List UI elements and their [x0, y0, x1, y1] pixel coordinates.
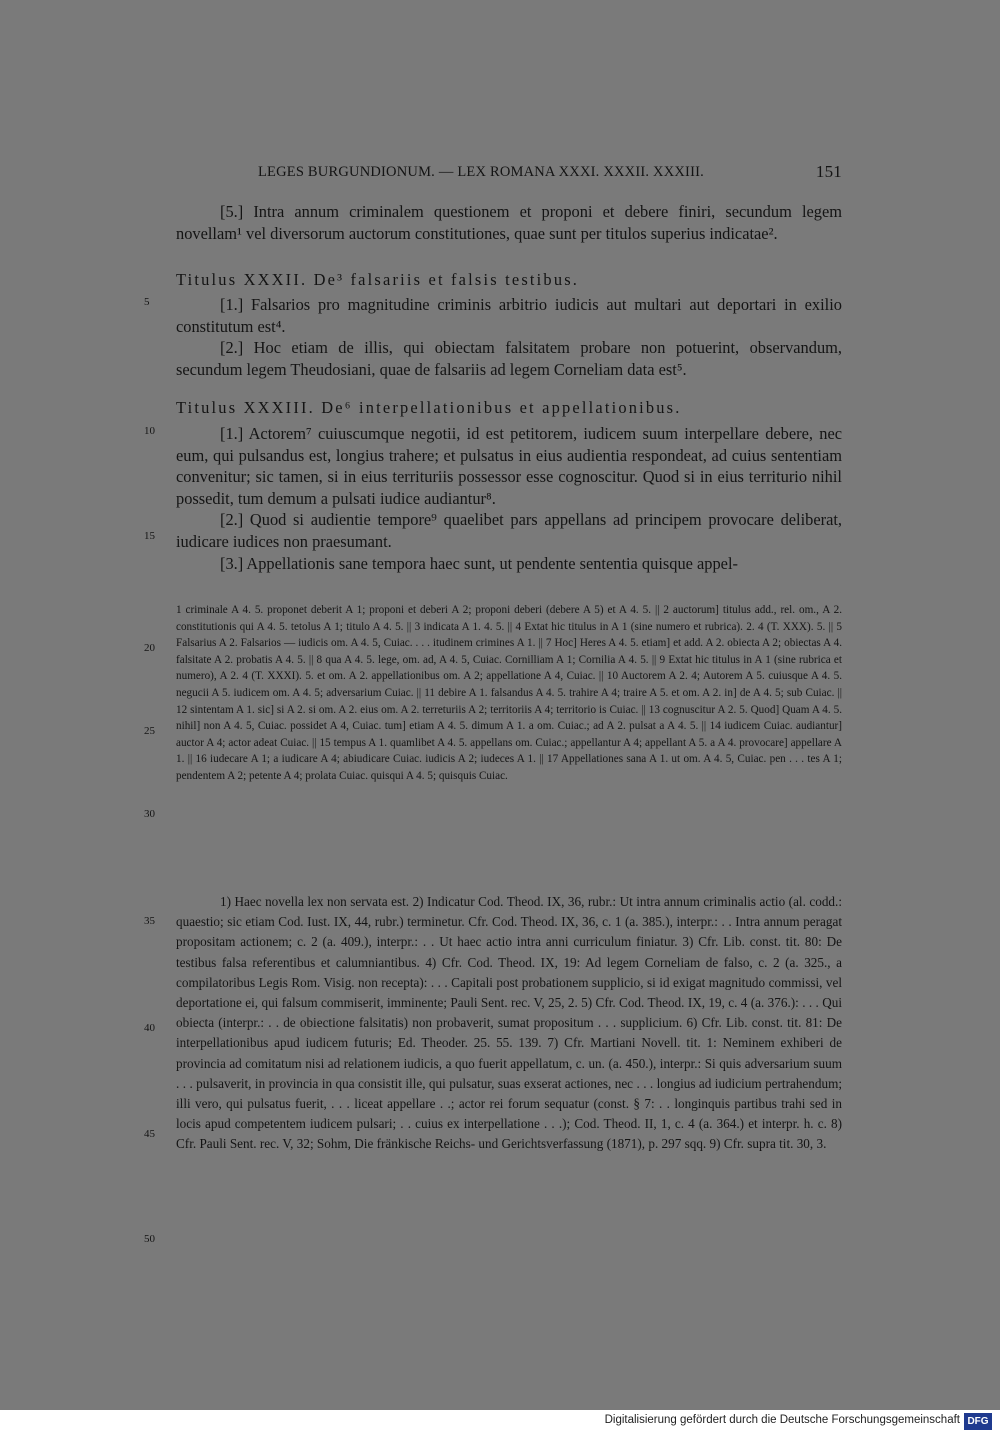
header-title: LEGES BURGUNDIONUM. — LEX ROMANA XXXI. XXXII. XXXIII.	[258, 164, 704, 180]
main-text-section-2	[176, 294, 842, 380]
line-number: 45	[144, 1128, 155, 1140]
line-number: 30	[144, 808, 155, 820]
page-number: 151	[815, 162, 842, 181]
funding-credit: Digitalisierung gefördert durch die Deutsche Forschungsgemeinschaft	[604, 1414, 960, 1426]
running-header	[176, 160, 842, 184]
main-text-section-3	[176, 423, 842, 574]
paragraph-actorem: [1.] Actorem⁷ cuiuscumque negotii, id est petitorem, iudicem suum interpellare debere, nec eum, qui pulsandus est, longius trahere; et pulsatus in eius audientia respondeat, ad cuius sententiam convenitur; sic tamen, si in eius territuriis possessor esse cognoscitur. Quod si in eius territurio nihil possedit, tum demum a pulsati iudice audiantur⁸.	[176, 424, 842, 508]
line-number: 10	[144, 425, 155, 437]
line-number: 50	[144, 1233, 155, 1245]
titulus-32-heading: Titulus XXXII. De³ falsariis et falsis testibus.	[176, 270, 580, 289]
paragraph-5: [5.] Intra annum criminalem questionem et proponi et debere finiri, secundum legem novellam¹ vel diversorum auctorum constitutiones, quae sunt per titulos superius indicatae².	[176, 202, 842, 243]
apparatus-text: 1 criminale A 4. 5. proponet deberit A 1; proponi et deberi A 2; proponi deberi (debere A 5) et A 4. 5. || 2 auctorum] titulus add., rel. om., A 2. constitutionis qui A 4. 5. tetolus A 1; titulo A 4. 5. || 3 indicata A 1. 4. 5. || 4 Extat hic titulus in A 1 (sine numero et rubrica). 2. 4 (T. XXX). 5. || 5 Falsarius A 2. Falsarios — iudicis om. A 4. 5, Cuiac. . . . itudinem crimines A 1. || 7 Hoc] Heres A 4. 5. etiam] et add. A 2. obiecta A 2; obiectas A 4. falsitate A 2. probatis A 4. 5. || 8 qua A 4. 5. lege, om. ad, A 4. 5, Cuiac. Cornilliam A 1; Cornilia A 4. 5. || 9 Extat hic titulus in A 1 (sine rubrica et numero), A 2. 4 (T. XXXI). 5. et om. A 2. appellationibus om. A 2; appellatione A 4, Cuiac. || 10 Auctorem A 2. 4; Autorem A 5. cuiusque A 4. 5. negucii A 5. iudicem om. A 4. 5; adversarium Cuiac. || 11 debire A 1. falsandus A 4. 5. trahire A 4; traire A 5. et om. A 2. in] de A 4. 5; sub Cuiac. || 12 sintentam A 1. sic] si A 2. si om. A 2. eius om. A 2. terreturiis A 2; territoriis A 4; territorio is Cuiac. || 13 cognuscitur A 2. 5. Quod] Quam A 4. 5. nihil] non A 4. 5, Cuiac. possidet A 4, Cuiac. tum] etiam A 4. 5. dimum A 1. a om. Cuiac.; ad A 2. pulsat a A 4. 5. || 14 iudicem Cuiac. audiantur] auctor A 4; actor adeat Cuiac. || 15 tempus A 1. quamlibet A 4. 5. appellans om. Cuiac.; appellantur A 4; appellant A 5. a A 4. provocare] appellare A 1. || 16 iudecare A 1; a iudicare A 4; abiudicare Cuiac. iudicis A 2; iudeces A 1. || 17 Appellationes sana A 1. ut om. A 4. 5, Cuiac. pen . . . tes A 1; pendentem A 2; petente A 4; prolata Cuiac. quisqui A 4. 5; quisquis Cuiac.	[176, 604, 842, 782]
line-number: 5	[144, 296, 150, 308]
paragraph-appellationis: [3.] Appellationis sane tempora haec sunt, ut pendente sententia quisque appel-	[220, 553, 738, 573]
digitization-footer	[0, 1410, 1000, 1434]
line-number: 25	[144, 725, 155, 737]
line-number: 15	[144, 530, 155, 542]
line-number: 35	[144, 915, 155, 927]
main-text-section-1	[176, 201, 842, 244]
titulus-33-heading: Titulus XXXIII. De⁶ interpellationibus et appellationibus.	[176, 398, 682, 417]
paragraph-hoc-etiam: [2.] Hoc etiam de illis, qui obiectam falsitatem probare non potuerint, observandum, secundum legem Theudosiani, quae de falsariis ad legem Corneliam data est⁵.	[176, 338, 842, 379]
paragraph-falsarios: [1.] Falsarios pro magnitudine criminis arbitrio iudicis aut multari aut deportari in exilio constitutum est⁴.	[176, 295, 842, 336]
titulus-33-block	[176, 397, 842, 419]
line-number: 40	[144, 1022, 155, 1034]
line-number: 20	[144, 642, 155, 654]
critical-apparatus	[176, 602, 842, 785]
paragraph-quod-si: [2.] Quod si audientie tempore⁹ quaelibet pars appellans ad principem provocare deliberat, iudicare iudices non praesumant.	[176, 510, 842, 551]
footnotes	[176, 892, 842, 1155]
titulus-32-block	[176, 269, 842, 291]
footnotes-text: 1) Haec novella lex non servata est. 2) Indicatur Cod. Theod. IX, 36, rubr.: Ut intra annum criminalis actio (al. codd.: quaestio; sic etiam Cod. Iust. IX, 44, rubr.) terminetur. Cfr. Cod. Theod. IX, 36, c. 1 (a. 385.), interpr.: . . Intra annum peragat propositam actionem; c. 2 (a. 409.), interpr.: . . Ut haec actio intra anni curriculum finiatur. 3) Cfr. Lib. const. tit. 80: De testibus falsa referentibus et calumniantibus. 4) Cfr. Cod. Theod. IX, 19: Ad legem Corneliam de falso, c. 2 (a. 325., a compilatoribus Legis Rom. Visig. non recepta): . . . Capitali post probationem supplicio, si id exigat magnitudo commissi, vel deportatione ei, qui falsum commiserit, imminente; Pauli Sent. rec. V, 25, 2. 5) Cfr. Cod. Theod. IX, 19, c. 4 (a. 376.): . . . Qui obiecta (interpr.: . . de obiectione falsitatis) non probaverit, sumat propositum . . . supplicium. 6) Cfr. Lib. const. tit. 81: De interpellationibus apud iudicem futuris; Ed. Theoder. 25. 55. 139. 7) Cfr. Martiani Novell. tit. 1: Neminem exhiberi de provincia ad comitatum nisi ad relationem iudicis, a quo fuerit appellatum, c. un. (a. 450.), interpr.: Si quis adversarium suum . . . pulsaverit, in provincia in qua consistit ille, qui pulsatur, suas exserat actiones, nec . . . longius ad iudicium pertrahendum; illi vero, qui pulsatus fuerit, . . . liceat appellare . .; actor rei forum sequatur (const. § 7: . . longinquis partibus trahi sed in locis apud competentem iudicem pulsari; . . cuius ex interpellatione . . .); Cod. Theod. II, 1, c. 4 (a. 364.) et interpr. h. c. 8) Cfr. Pauli Sent. rec. V, 32; Sohm, Die fränkische Reichs- und Gerichtsverfassung (1871), p. 297 sqq. 9) Cfr. supra tit. 30, 3.	[176, 894, 842, 1152]
dfg-logo: DFG	[964, 1413, 992, 1430]
